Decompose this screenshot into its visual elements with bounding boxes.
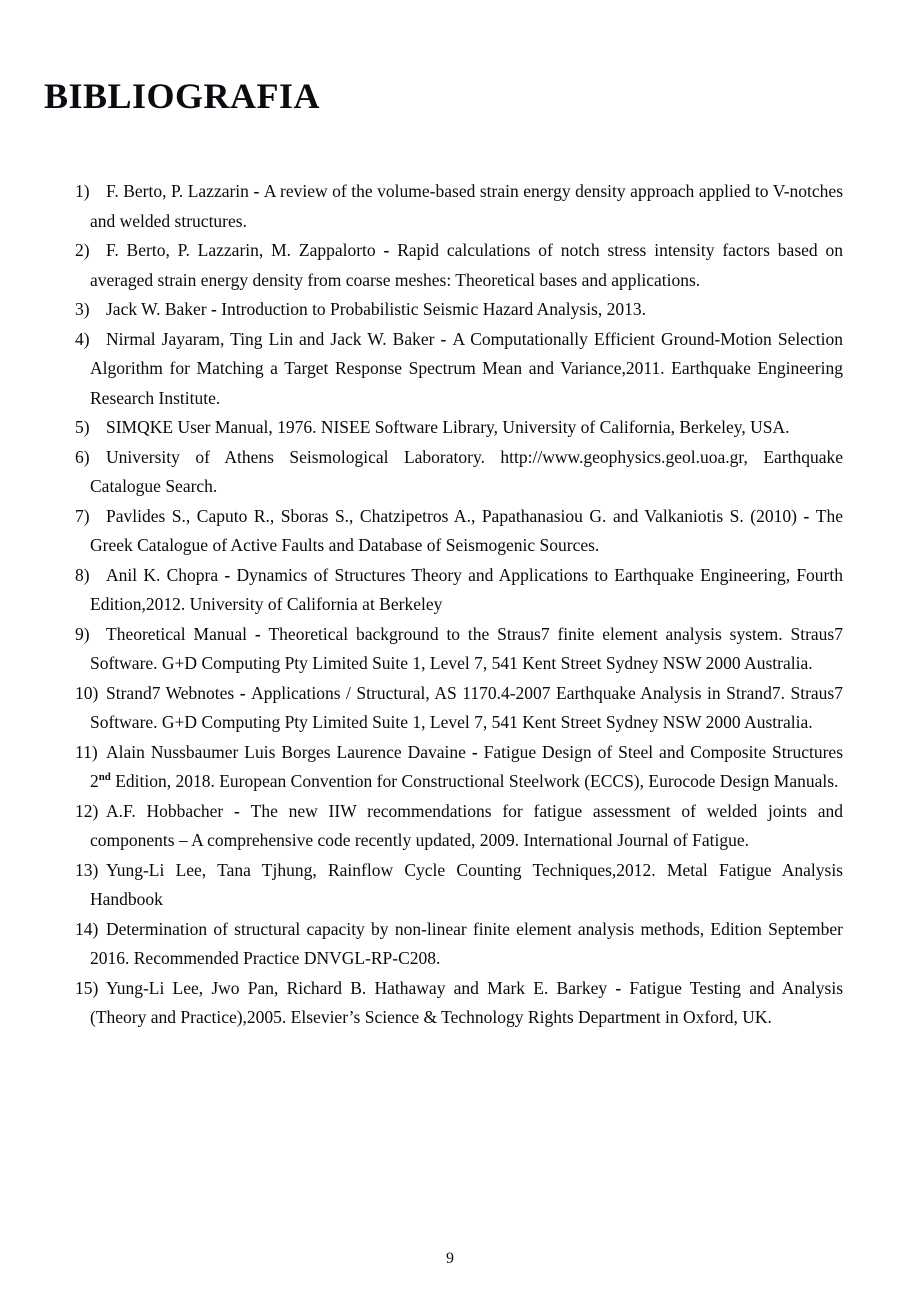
bibliography-item xyxy=(75,620,843,679)
item-number: 13) xyxy=(75,859,99,880)
text-segment: - xyxy=(440,328,453,349)
item-number: 6) xyxy=(75,446,90,467)
text-segment: The Greek Catalogue of Active Faults and Database of Seismogenic Sources. xyxy=(90,505,843,556)
bibliography-item xyxy=(75,443,843,502)
bibliography-item xyxy=(75,856,843,915)
text-segment: A.F. Hobbacher xyxy=(106,800,235,821)
item-number: 3) xyxy=(75,299,90,320)
item-text xyxy=(90,181,843,231)
text-segment: Anil K. Chopra xyxy=(106,564,225,585)
text-segment: - xyxy=(210,299,222,320)
text-segment: Alain Nussbaumer Luis Borges Laurence Davaine xyxy=(106,741,472,762)
text-segment: The new IIW recommendations for fatigue assessment of welded joints and components – A comprehensive code recently updated, 2009. International Journal of Fatigue. xyxy=(90,800,843,851)
text-segment: Jack W. Baker xyxy=(106,299,211,320)
bibliography-item xyxy=(75,413,843,443)
text-segment: - xyxy=(803,505,816,526)
bibliography-item xyxy=(75,561,843,620)
item-number: 4) xyxy=(75,328,90,349)
text-segment: Edition, 2018. European Convention for Constructional Steelwork (ECCS), Eurocode Design Manuals. xyxy=(110,771,839,792)
item-number: 11) xyxy=(75,741,98,762)
bibliography-item xyxy=(75,797,843,856)
item-number: 1) xyxy=(75,181,90,202)
text-segment: Pavlides S., Caputo R., Sboras S., Chatzipetros A., Papathanasiou G. and Valkaniotis S. (2010) xyxy=(106,505,804,526)
text-segment: - xyxy=(471,741,484,762)
text-segment: F. Berto, P. Lazzarin, M. Zappalorto xyxy=(106,240,384,261)
item-text xyxy=(90,447,843,497)
bibliography-item xyxy=(75,679,843,738)
item-text xyxy=(90,978,843,1028)
text-segment: Yung-Li Lee, Tana Tjhung, Rainflow Cycle Counting Techniques,2012. Metal Fatigue Analysis Handbook xyxy=(90,859,843,910)
text-segment: - xyxy=(234,800,251,821)
item-number: 15) xyxy=(75,977,99,998)
item-text xyxy=(90,860,843,910)
item-number: 14) xyxy=(75,918,99,939)
text-segment: Rapid calculations of notch stress intensity factors based on averaged strain energy density from coarse meshes: Theoretical bases and applications. xyxy=(90,240,843,290)
bibliography-item xyxy=(75,915,843,974)
item-text xyxy=(90,801,843,851)
text-segment: Yung-Li Lee, Jwo Pan, Richard B. Hathaway and Mark E. Barkey xyxy=(106,977,616,998)
item-text xyxy=(90,624,843,674)
text-segment: University of Athens Seismological Laboratory. http://www.geophysics.geol.uoa.gr, Earthquake Catalogue Search. xyxy=(90,446,843,497)
bibliography-list xyxy=(75,177,844,1033)
text-segment: Introduction to Probabilistic Seismic Hazard Analysis, 2013. xyxy=(221,299,646,320)
text-segment: A review of the volume-based strain energy density approach applied to V-notches and welded structures. xyxy=(90,181,844,231)
item-number: 8) xyxy=(75,564,90,585)
bibliography-item xyxy=(75,236,843,295)
text-segment: F. Berto, P. Lazzarin xyxy=(106,181,254,202)
text-segment: nd xyxy=(98,771,111,784)
text-segment: - xyxy=(615,977,630,998)
bibliography-item xyxy=(75,738,844,797)
text-segment: - xyxy=(254,623,269,644)
text-segment: Theoretical Manual xyxy=(106,623,255,644)
item-text xyxy=(90,565,843,615)
item-number: 9) xyxy=(75,623,90,644)
item-text xyxy=(90,240,843,290)
bibliography-item xyxy=(75,974,844,1033)
text-segment: - xyxy=(253,181,264,202)
text-segment: Applications / Structural, AS 1170.4-2007 Earthquake Analysis in Strand7. Straus7 Software. G+D Computing Pty Limited Suite 1, Level 7, 541 Kent Street Sydney NSW 2000 Australia. xyxy=(90,682,843,733)
text-segment: - xyxy=(383,240,398,261)
item-text xyxy=(90,742,843,792)
text-segment: A Computationally Efficient Ground-Motion Selection Algorithm for Matching a Target Response Spectrum Mean and Variance,2011. Earthquake Engineering Research Institute. xyxy=(90,328,843,408)
item-number: 5) xyxy=(75,417,90,438)
bibliography-item xyxy=(75,325,843,414)
item-text xyxy=(90,919,843,969)
bibliography-item xyxy=(75,502,843,561)
text-segment: Theoretical background to the Straus7 finite element analysis system. Straus7 Software. G+D Computing Pty Limited Suite 1, Level 7, 541 Kent Street Sydney NSW 2000 Australia. xyxy=(90,623,843,674)
bibliography-item xyxy=(75,295,843,325)
page-title: BIBLIOGRAFIA xyxy=(44,76,321,116)
item-text xyxy=(106,299,646,319)
item-text xyxy=(90,506,843,556)
text-segment: Strand7 Webnotes xyxy=(106,682,240,703)
text-segment: Fatigue Design of Steel and Composite Structures 2 xyxy=(90,741,844,792)
text-segment: Fatigue Testing and Analysis (Theory and Practice),2005. Elsevier’s Science & Technology Rights Department in Oxford, UK. xyxy=(90,977,844,1028)
item-text xyxy=(106,417,790,437)
text-segment: - xyxy=(239,682,252,703)
text-segment: Nirmal Jayaram, Ting Lin and Jack W. Baker xyxy=(106,328,441,349)
item-number: 10) xyxy=(75,682,99,703)
item-text xyxy=(90,683,843,733)
item-number: 12) xyxy=(75,800,99,821)
item-number: 7) xyxy=(75,505,90,526)
text-segment: Dynamics of Structures Theory and Applications to Earthquake Engineering, Fourth Edition,2012. University of California at Berkeley xyxy=(90,564,843,615)
text-segment: Determination of structural capacity by non-linear finite element analysis methods, Edition September 2016. Recommended Practice DNVGL-RP-C208. xyxy=(90,918,843,969)
text-segment: SIMQKE User Manual, 1976. NISEE Software Library, University of California, Berkeley, USA. xyxy=(106,417,790,438)
page-number: 9 xyxy=(446,1250,454,1267)
bibliography-item xyxy=(75,177,844,236)
text-segment: - xyxy=(224,564,237,585)
item-text xyxy=(90,329,843,408)
item-number: 2) xyxy=(75,240,90,261)
